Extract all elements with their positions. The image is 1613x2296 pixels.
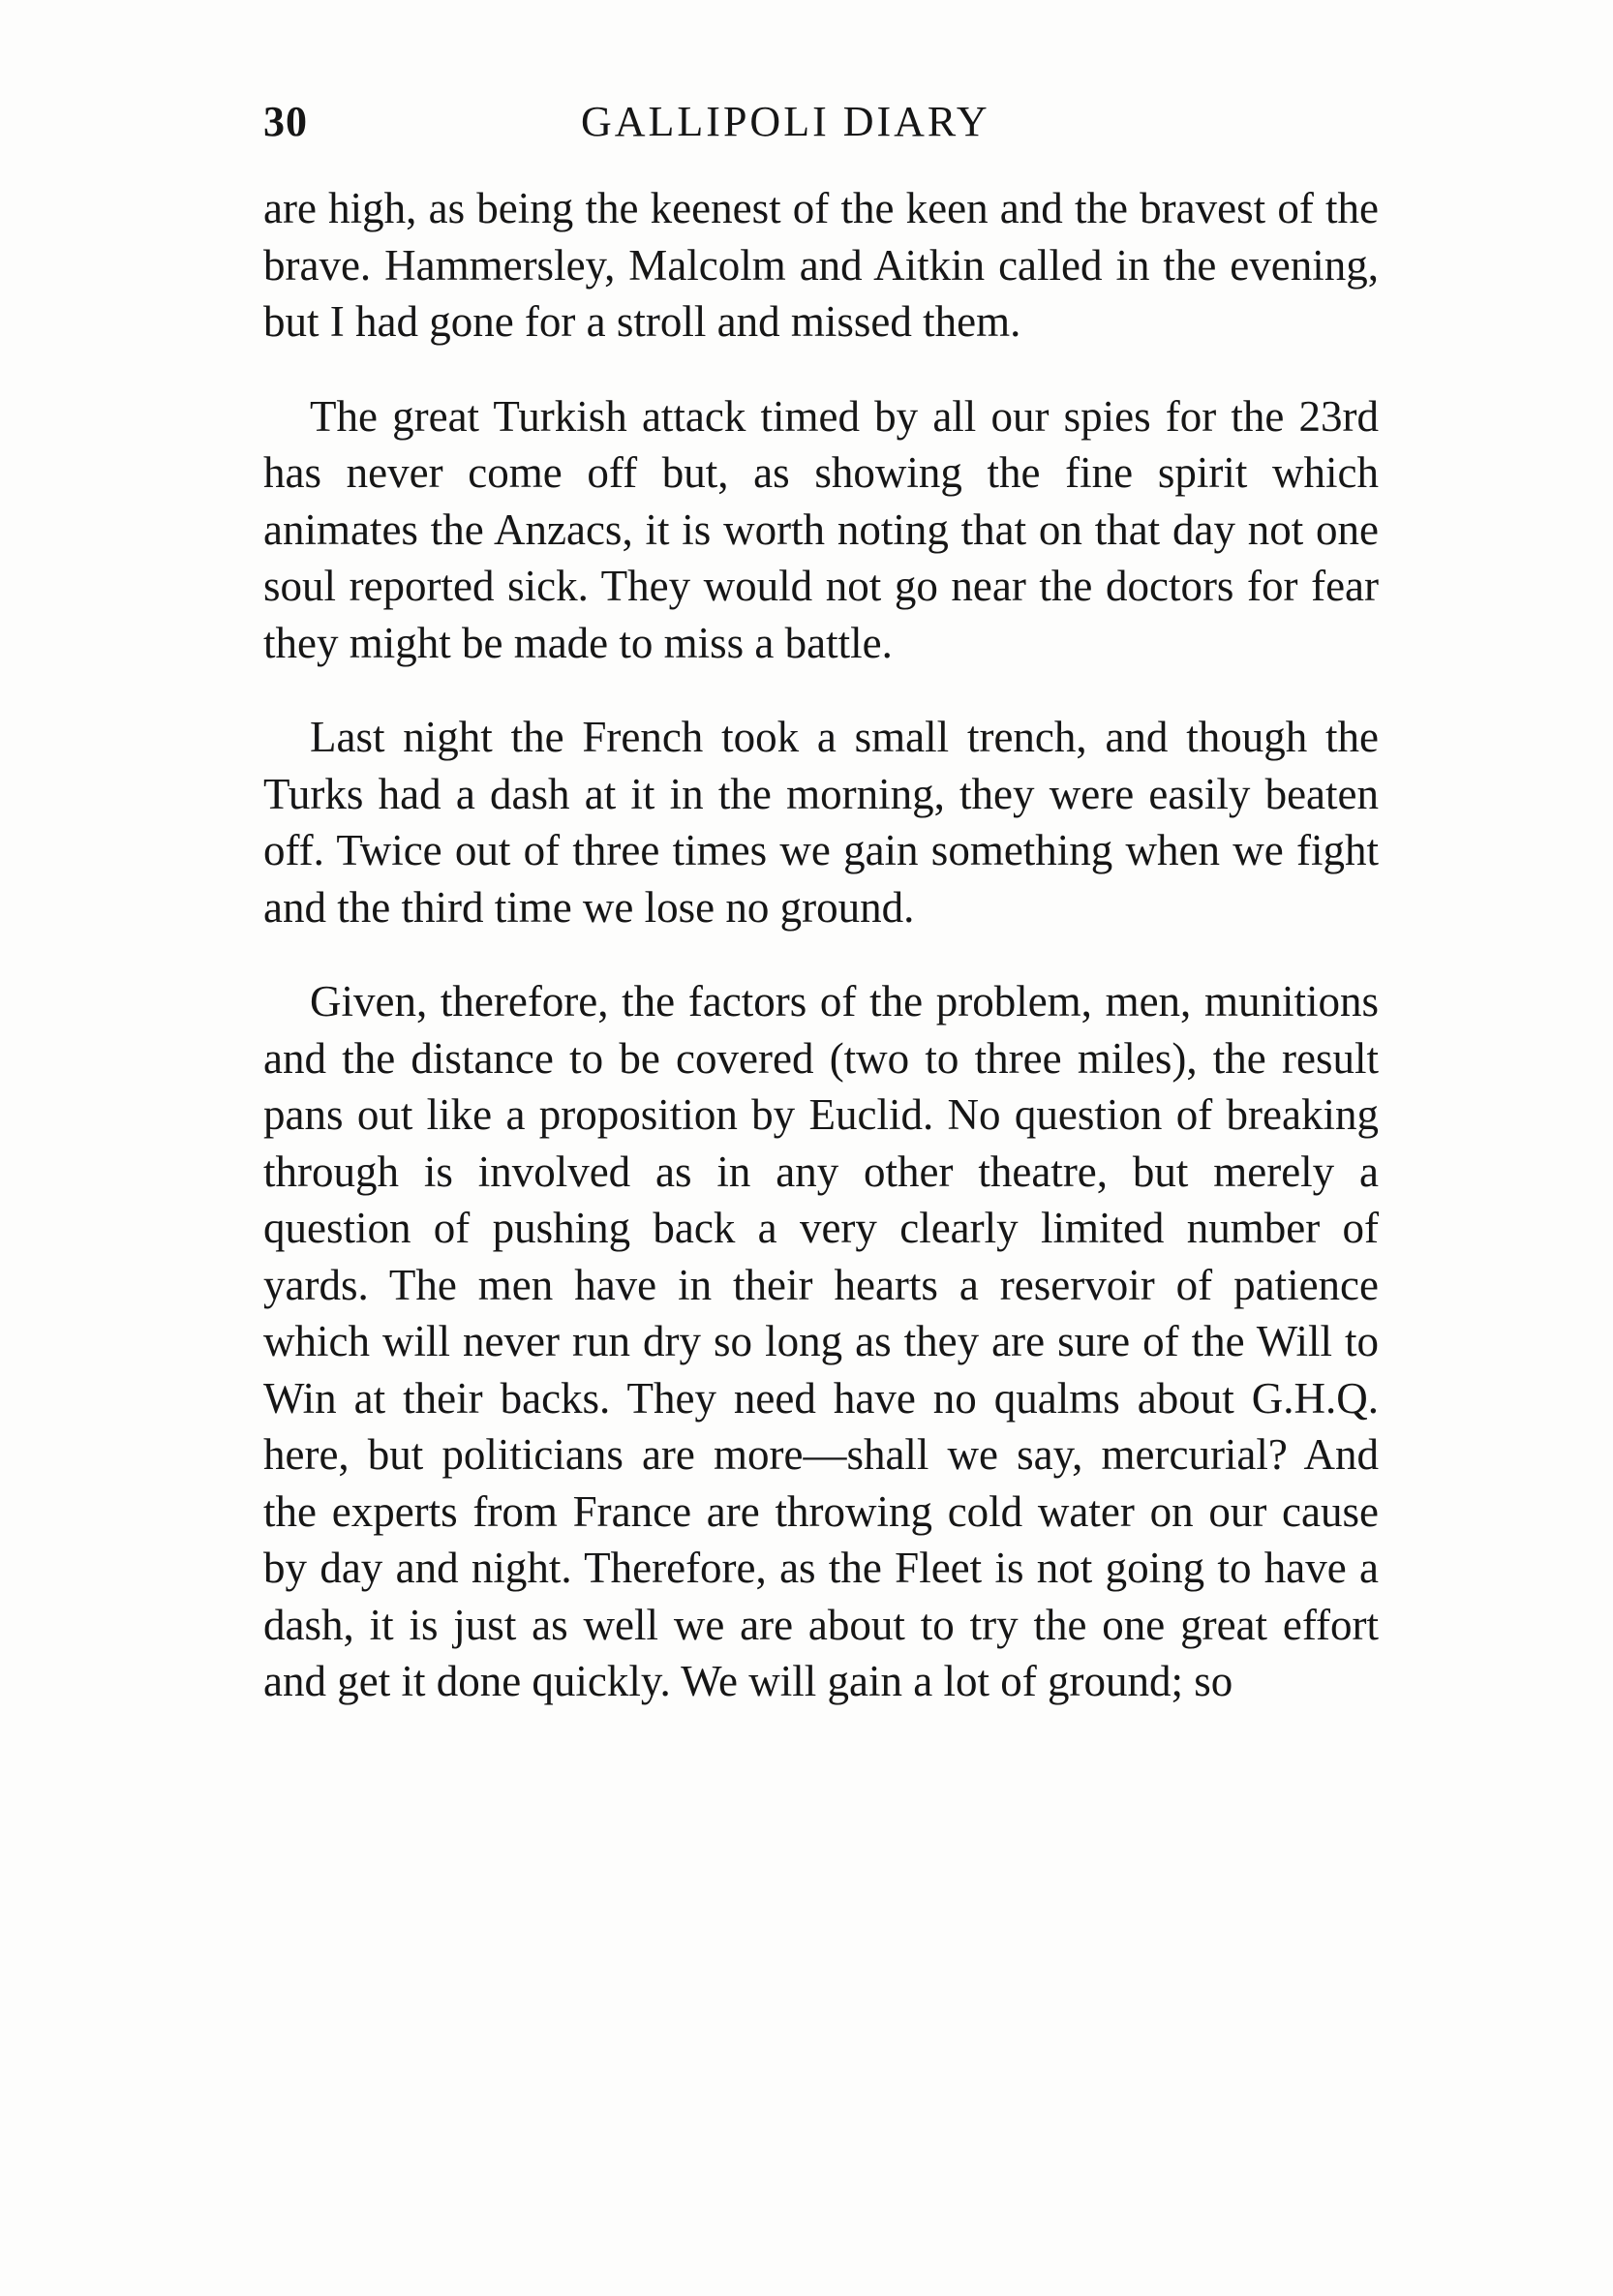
running-title: GALLIPOLI DIARY — [581, 98, 990, 145]
paragraph-turkish-attack: The great Turkish attack timed by all our spies for the 23rd has never come off but, as showing the fine spirit which animates the Anzacs, it is worth noting that on that day not one soul reported sick. They would not go near the doctors for fear they might be made to miss a battle. — [263, 391, 1379, 667]
body-text — [263, 180, 1379, 1710]
paragraph-french-trench: Last night the French took a small trench, and though the Turks had a dash at it in the morning, they were easily beaten off. Twice out of three times we gain something when we fight and the third time we lose no ground. — [263, 713, 1379, 932]
paragraph-problem-factors: Given, therefore, the factors of the problem, men, munitions and the distance to be covered (two to three miles), the result pans out like a proposition by Euclid. No question of breaking through is involved as in any other theatre, but merely a question of pushing back a very clearly limited number of yards. The men have in their hearts a reservoir of patience which will never run dry so long as they are sure of the Will to Win at their backs. They need have no qualms about G.H.Q. here, but politicians are more—shall we say, mercurial? And the experts from France are throwing cold water on our cause by day and night. Therefore, as the Fleet is not going to have a dash, it is just as well we are about to try the one great effort and get it done quickly. We will gain a lot of ground; so — [263, 977, 1379, 1705]
page-number: 30 — [263, 98, 308, 145]
page-header — [263, 97, 1379, 165]
paragraph-continuation: are high, as being the keenest of the keen and the bravest of the brave. Hammersley, Malcolm and Aitkin called in the evening, but I had gone for a stroll and missed them. — [263, 184, 1379, 346]
